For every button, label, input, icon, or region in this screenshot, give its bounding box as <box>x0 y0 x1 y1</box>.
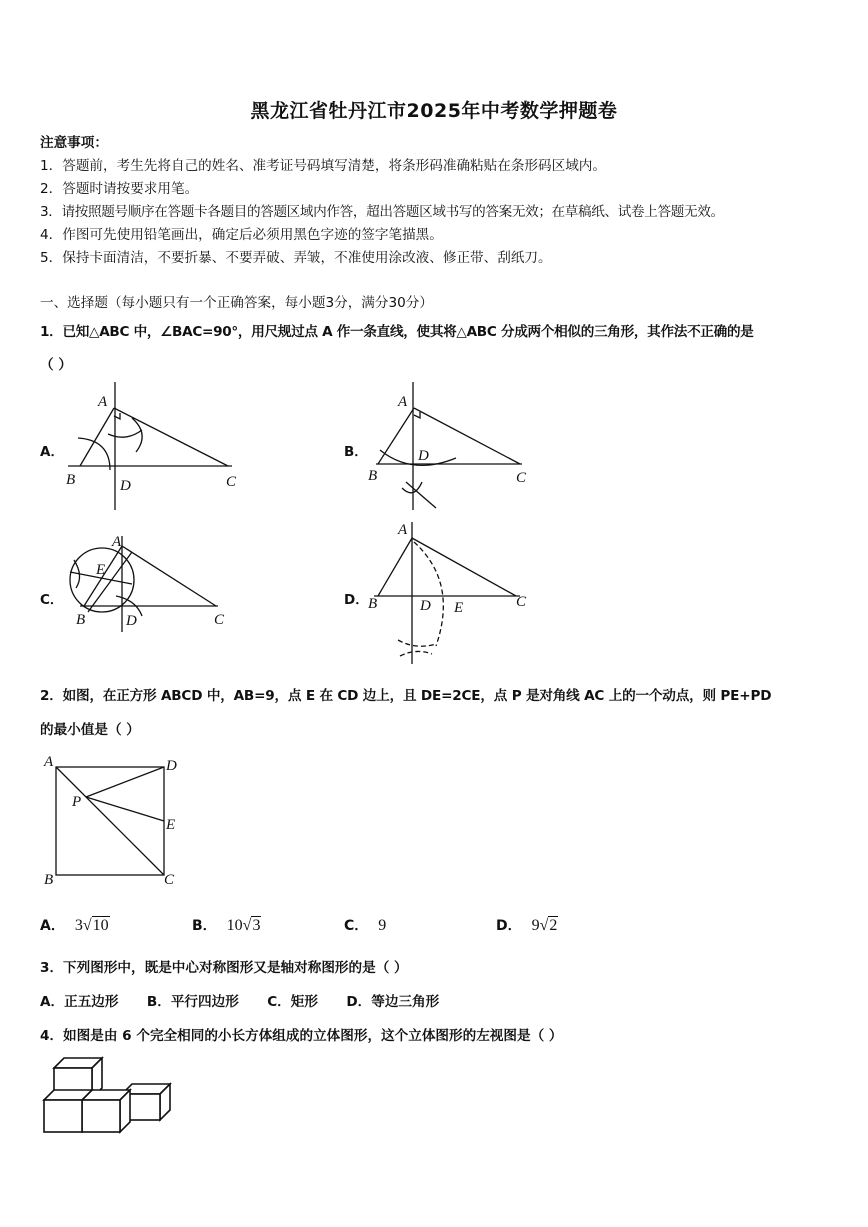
answer-letter: D． <box>496 918 522 934</box>
question-1-paren: （ ） <box>40 357 72 373</box>
page-title: 黑龙江省牡丹江市2025年中考数学押题卷 <box>250 100 618 122</box>
q4-blocks-figure <box>40 1054 180 1136</box>
point-label: D <box>126 613 137 629</box>
q1-figure-a <box>60 378 250 518</box>
point-label: C <box>516 470 527 486</box>
point-label: E <box>166 817 176 833</box>
answer-value: 3√10 <box>74 917 109 934</box>
q1-figure-b <box>362 378 542 518</box>
point-label: D <box>420 598 431 614</box>
q1-figure-d <box>362 516 542 666</box>
question-3-answers: A．正五边形 B．平行四边形 C．矩形 D．等边三角形 <box>40 994 440 1010</box>
point-label: C <box>164 872 175 888</box>
q2-square-figure <box>40 752 190 892</box>
answer-letter: B． <box>192 918 217 934</box>
notice-heading: 注意事项： <box>40 135 108 151</box>
point-label: C <box>214 612 225 628</box>
question-3-text: 3．下列图形中，既是中心对称图形又是轴对称图形的是（ ） <box>40 960 408 976</box>
point-label: A <box>398 522 408 538</box>
point-label: B <box>66 472 76 488</box>
q2-answer-b <box>192 915 261 935</box>
answer-letter: A． <box>40 918 65 934</box>
point-label: B <box>368 468 378 484</box>
point-label: B <box>76 612 86 628</box>
point-label: B <box>44 872 54 888</box>
answer-letter: C． <box>344 918 369 934</box>
point-label: A <box>398 394 408 410</box>
q2-answer-c <box>344 915 386 935</box>
point-label: C <box>516 594 527 610</box>
answer-value: 9 <box>378 917 387 934</box>
q1-option-d-label: D． <box>344 592 369 608</box>
notice-item: 4．作图可先使用铅笔画出，确定后必须用黑色字迹的签字笔描黑。 <box>40 227 443 243</box>
point-label: D <box>418 448 429 464</box>
point-label: A <box>98 394 108 410</box>
point-label: A <box>44 754 54 770</box>
point-label: P <box>72 794 82 810</box>
point-label: D <box>120 478 131 494</box>
point-label: E <box>96 562 106 578</box>
point-label: B <box>368 596 378 612</box>
notice-item: 3．请按照题号顺序在答题卡各题目的答题区域内作答，超出答题区域书写的答案无效；在草稿纸、试卷上答题无效。 <box>40 204 724 220</box>
section-heading: 一、选择题（每小题只有一个正确答案，每小题3分，满分30分） <box>40 295 433 311</box>
answer-value: 10√3 <box>226 917 261 934</box>
question-2-text-cont: 的最小值是（ ） <box>40 722 140 738</box>
point-label: E <box>454 600 464 616</box>
q1-figure-c <box>60 530 250 640</box>
point-label: A <box>112 534 122 550</box>
notice-item: 5．保持卡面清洁，不要折暴、不要弄破、弄皱，不准使用涂改液、修正带、刮纸刀。 <box>40 250 552 266</box>
notice-item: 1．答题前，考生先将自己的姓名、准考证号码填写清楚，将条形码准确粘贴在条形码区域内。 <box>40 158 606 174</box>
point-label: C <box>226 474 237 490</box>
q2-answer-a <box>40 915 110 935</box>
question-1-text: 1．已知△ABC 中，∠BAC=90°，用尺规过点 A 作一条直线，使其将△ABC 分成两个相似的三角形，其作法不正确的是 <box>40 324 754 340</box>
question-4-text: 4．如图是由 6 个完全相同的小长方体组成的立体图形，这个立体图形的左视图是（ ） <box>40 1028 563 1044</box>
answer-value: 9√2 <box>531 917 558 934</box>
notice-item: 2．答题时请按要求用笔。 <box>40 181 199 197</box>
point-label: D <box>166 758 177 774</box>
q1-option-b-label: B． <box>344 444 368 460</box>
q1-option-c-label: C． <box>40 592 64 608</box>
q1-option-a-label: A． <box>40 444 64 460</box>
q2-answer-d <box>496 915 558 935</box>
question-2-text: 2．如图，在正方形 ABCD 中，AB=9，点 E 在 CD 边上，且 DE=2CE，点 P 是对角线 AC 上的一个动点，则 PE+PD <box>40 688 772 704</box>
